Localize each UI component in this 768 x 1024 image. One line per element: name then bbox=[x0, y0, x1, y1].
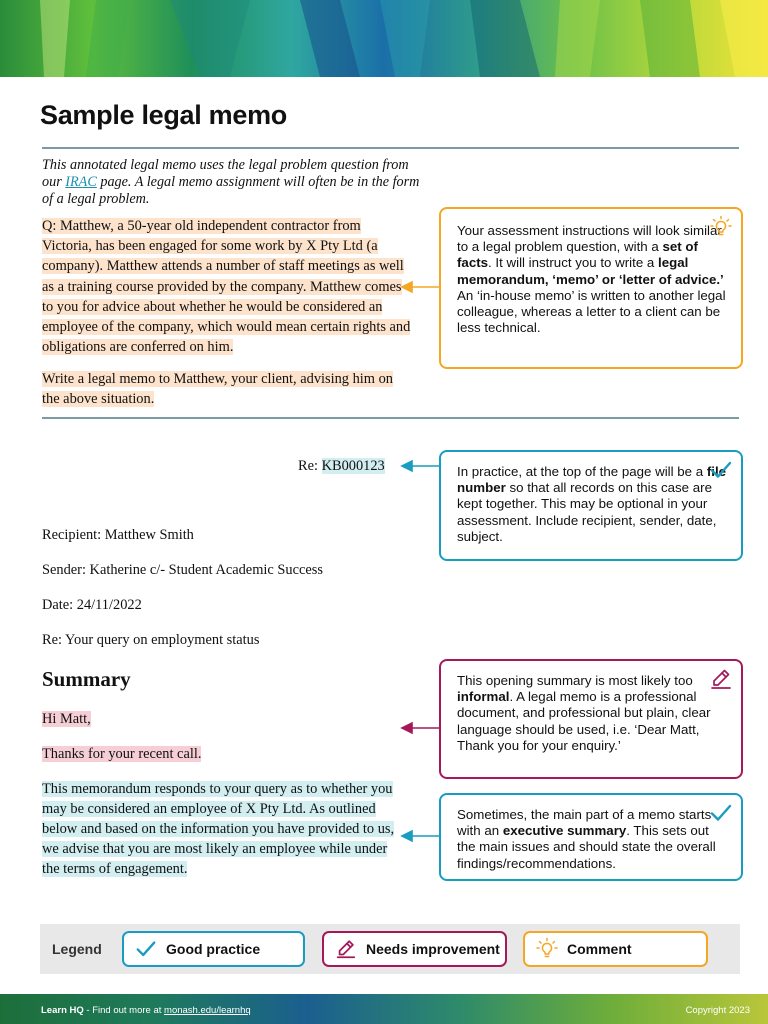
note-text: This opening summary is most likely too bbox=[457, 673, 693, 688]
legend-needs-label: Needs improvement bbox=[366, 941, 500, 957]
note-bold: set of facts bbox=[457, 239, 698, 271]
note-assessment bbox=[439, 207, 743, 369]
sender-line: Sender: Katherine c/- Student Academic Success bbox=[42, 562, 323, 578]
note-executive-summary bbox=[439, 793, 743, 881]
pencil-icon bbox=[334, 938, 358, 960]
thanks-text: Thanks for your recent call. bbox=[42, 746, 202, 762]
legend-comment bbox=[523, 931, 708, 967]
legend-comment-label: Comment bbox=[567, 941, 632, 957]
footer-text: - Find out more at bbox=[83, 1005, 165, 1016]
legend-good-practice bbox=[122, 931, 305, 967]
pencil-icon bbox=[709, 667, 733, 691]
note-text: An ‘in-house memo’ is written to another legal colleague, whereas a letter to a client can be less technical. bbox=[457, 287, 726, 336]
irac-link[interactable]: IRAC bbox=[65, 174, 97, 190]
note-text: Your assessment instructions will look similar to a legal problem question, with a bbox=[457, 223, 722, 255]
lightbulb-icon bbox=[709, 215, 733, 239]
footer-info bbox=[41, 1005, 251, 1016]
arrow-file-number bbox=[402, 461, 440, 471]
intro-text-after: page. A legal memo assignment will often be in the form of a legal problem. bbox=[42, 174, 420, 207]
note-bold: legal memorandum, ‘memo’ or ‘letter of advice.’ bbox=[457, 255, 724, 287]
intro-text-before: This annotated legal memo uses the legal problem question from our bbox=[42, 157, 409, 190]
recipient-line: Recipient: Matthew Smith bbox=[42, 527, 194, 543]
note-text: so that all records on this case are kept together. This may be optional in your assessment. Include recipient, sender, date, subject. bbox=[457, 480, 717, 544]
note-bold: file number bbox=[457, 464, 727, 496]
note-text: . A legal memo is a professional document, and professional but plain, clear language should be used, i.e. ‘Dear Matt, Thank you for your enquiry.’ bbox=[457, 689, 711, 753]
lightbulb-icon bbox=[535, 937, 559, 961]
footer-copyright: Copyright 2023 bbox=[685, 1005, 750, 1016]
subject-line: Re: Your query on employment status bbox=[42, 632, 260, 648]
summary-heading: Summary bbox=[42, 667, 131, 691]
note-file-number bbox=[439, 450, 743, 561]
legend-needs-improvement bbox=[322, 931, 507, 967]
checkmark-icon bbox=[709, 458, 733, 482]
legend-label: Legend bbox=[52, 941, 102, 957]
note-text: Sometimes, the main part of a memo starts with an bbox=[457, 807, 712, 839]
footer-link[interactable]: monash.edu/learnhq bbox=[164, 1005, 251, 1016]
arrow-informal bbox=[402, 723, 440, 733]
note-bold: informal bbox=[457, 689, 510, 705]
arrow-executive bbox=[402, 831, 440, 841]
arrow-assessment bbox=[402, 282, 440, 292]
page-title: Sample legal memo bbox=[40, 100, 287, 130]
checkmark-icon bbox=[134, 938, 158, 960]
note-informal bbox=[439, 659, 743, 779]
task-text: Write a legal memo to Matthew, your client, advising him on the above situation. bbox=[42, 371, 393, 407]
note-bold: executive summary bbox=[502, 823, 627, 839]
legend-bar bbox=[40, 924, 740, 974]
date-line: Date: 24/11/2022 bbox=[42, 597, 142, 613]
checkmark-icon bbox=[709, 801, 733, 825]
file-number: KB000123 bbox=[321, 458, 385, 474]
footer-bar bbox=[0, 994, 768, 1024]
footer-brand: Learn HQ bbox=[41, 1005, 84, 1016]
legend-good-label: Good practice bbox=[166, 941, 261, 957]
note-text: In practice, at the top of the page will be a bbox=[457, 464, 707, 479]
memo-body-text: This memorandum responds to your query as to whether you may be considered an employee of X Pty Ltd. As outlined below and based on the information you have provided to us, we advise that you are most likely an employee while under the terms of engagement. bbox=[42, 781, 395, 877]
note-text: . It will instruct you to write a bbox=[488, 255, 659, 271]
question-text: Q: Matthew, a 50-year old independent contractor from Victoria, has been engaged for some work by X Pty Ltd (a company). Matthew attends a number of staff meetings as well as a training course provided by the company. Matthew comes to you for advice about whether he would be considered an employee of the company, which would mean certain rights and obligations are conferred on him. bbox=[42, 218, 411, 356]
greeting-text: Hi Matt, bbox=[42, 711, 91, 727]
re-label: Re: bbox=[298, 458, 318, 474]
note-text: . This sets out the main issues and should state the overall findings/recommendations. bbox=[457, 823, 716, 871]
